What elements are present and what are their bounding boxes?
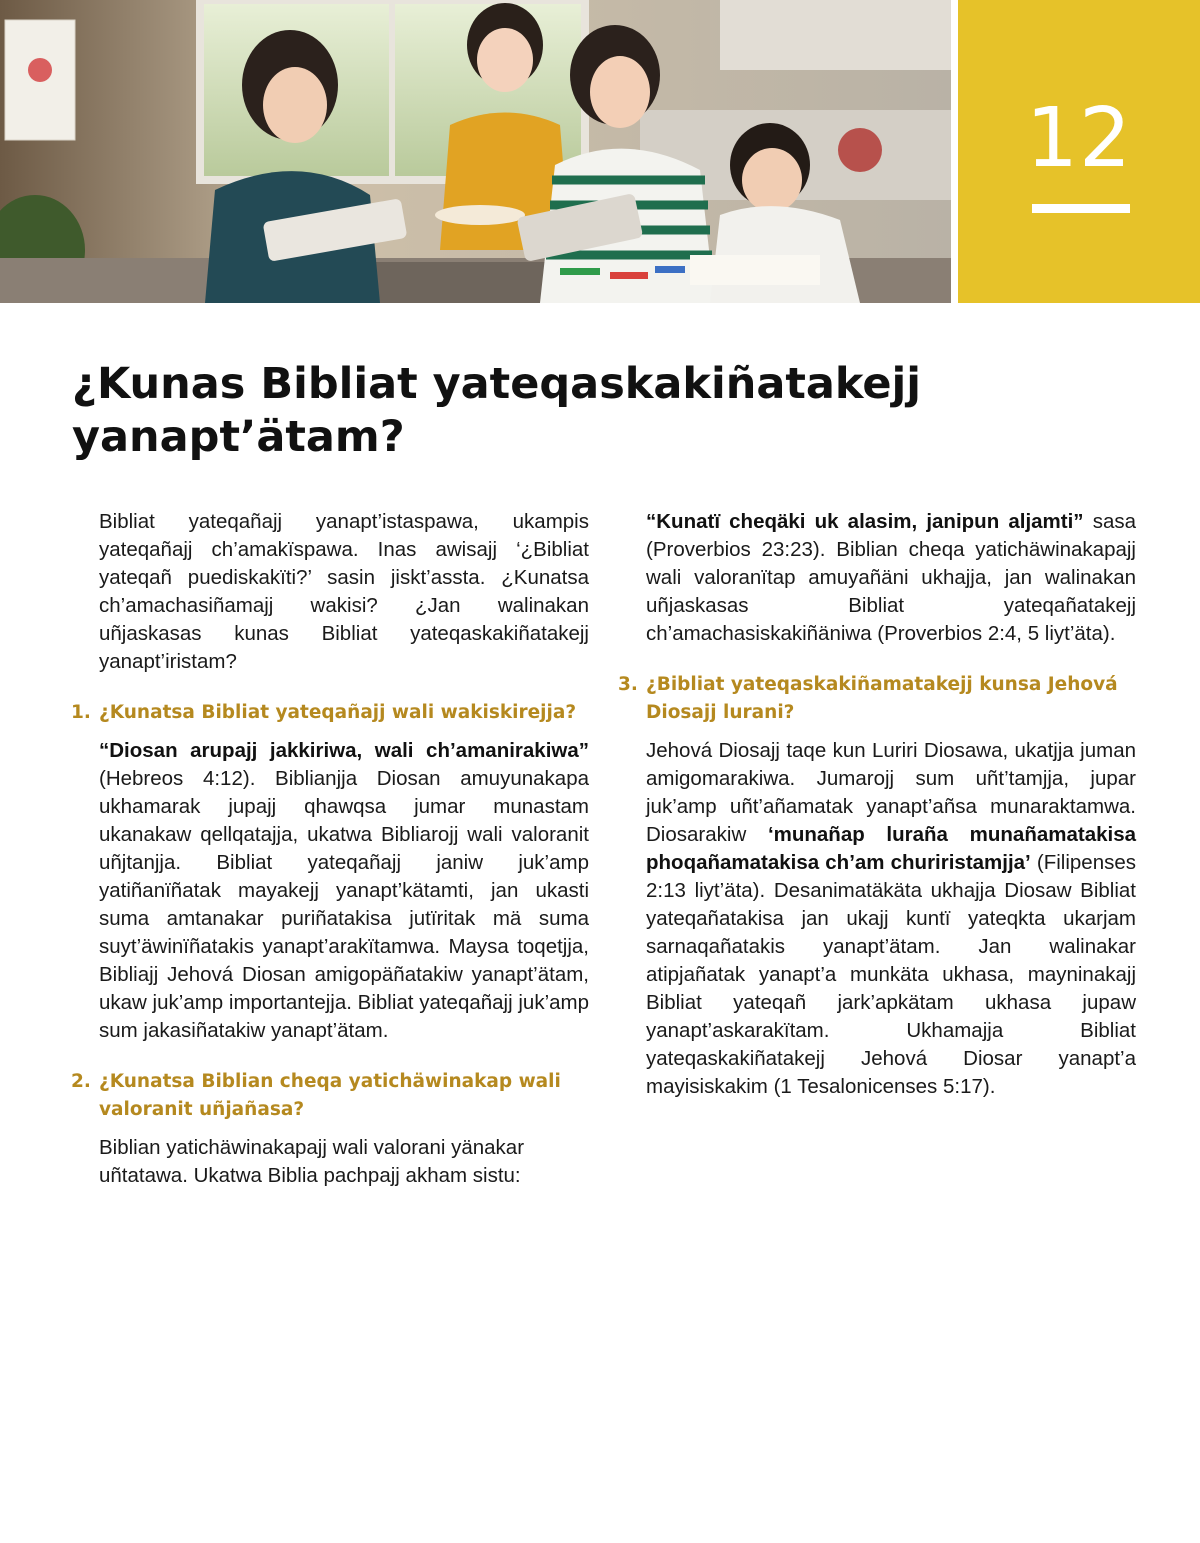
question-1-text: ¿Kunatsa Bibliat yateqañajj wali wakiskirejja? xyxy=(99,702,577,723)
right-column xyxy=(618,508,1136,1101)
question-3-text: ¿Bibliat yateqaskakiñamatakejj kunsa Jehová Diosajj lurani? xyxy=(646,674,1118,723)
intro-paragraph: Bibliat yateqañajj yanapt’istaspawa, ukampis yateqañajj ch’amakïspawa. Inas awisajj ‘¿Bibliat yateqañ puediskakïti?’ sasin jiskt’assta. ¿Kunatsa ch’amachasiñamajj wakisi? ¿Jan walinakan uñjaskasas kunas Bibliat yateqaskakiñatakejj yanapt’iristam? xyxy=(99,510,589,673)
header-photo xyxy=(0,0,951,303)
section-2-body: sasa (Proverbios 23:23). Biblian cheqa yatichäwinakapajj wali valoranïtap amuyañäni ukhajja, jan walinakan uñjaskasas Bibliat yateqañatakejj ch’amachasiskakiñäniwa (Proverbios 2:4, 5 liyt’äta). xyxy=(646,510,1136,645)
question-3-heading xyxy=(618,671,1136,727)
section-3-body-start: Jehová Diosajj taqe kun Luriri Diosawa, ukatjja juman amigomarakiwa. Jumarojj sum uñt’tamjja, jupar juk’amp uñt’añamatak yanapt’añsa munaraktamwa. Diosarakiw xyxy=(646,739,1136,846)
section-2-paragraph-end xyxy=(646,508,1136,648)
question-1-number: 1. xyxy=(71,702,91,723)
lesson-number-badge xyxy=(958,0,1200,303)
family-bible-study-illustration xyxy=(0,0,951,303)
section-2-quote: “Kunatï cheqäki uk alasim, janipun aljamti” xyxy=(646,510,1084,533)
section-2-paragraph-start: Biblian yatichäwinakapajj wali valorani yänakar uñtatawa. Ukatwa Biblia pachpajj akham sistu: xyxy=(99,1136,525,1187)
section-3-body-end: (Filipenses 2:13 liyt’äta). Desanimatäkäta ukhajja Diosaw Bibliat yateqañatakisa jan ukajj kuntï yateqkta ukarjam sarnaqañatakis yanapt’ätam. Jan walinakar atipjañatak yanapt’a munkäta ukhasa, mayninakajj Bibliat yateqañ jark’apkätam ukhasa jupaw yanapt’askarakïtam. Ukhamajja Bibliat yateqaskakiñatakejj Jehová Diosar yanapt’a mayisiskakim (1 Tesalonicenses 5:17). xyxy=(646,851,1136,1098)
lesson-number-underline xyxy=(1032,204,1130,213)
section-1-paragraph xyxy=(99,737,589,1045)
left-column xyxy=(71,508,589,1190)
question-2-number: 2. xyxy=(71,1071,91,1092)
section-1-quote: “Diosan arupajj jakkiriwa, wali ch’amanirakiwa” xyxy=(99,739,589,762)
lesson-number: 12 xyxy=(1025,91,1133,186)
question-2-heading xyxy=(71,1068,589,1124)
question-3-number: 3. xyxy=(618,674,638,695)
section-3-quote: ‘munañap luraña munañamatakisa phoqañamatakisa ch’am churiristamjja’ xyxy=(646,823,1136,874)
question-2-text: ¿Kunatsa Biblian cheqa yatichäwinakap wali valoranit uñjañasa? xyxy=(99,1071,561,1120)
section-3-paragraph xyxy=(646,737,1136,1101)
section-1-body: (Hebreos 4:12). Biblianjja Diosan amuyunakapa ukhamarak jupajj qhawqsa jumar munastam ukanakaw qellqatajja, ukatwa Bibliarojj wali valoranit uñjtanjja. Bibliat yateqañajj janiw juk’amp yatiñanïñatak mayakejj yanapt’kätamti, jan ukasti suma amtanakar puriñatakisa jutïritak mä suma suyt’äwinïñatakis yanapt’arakïtamwa. Maysa toqetjja, Bibliajj Jehová Diosan amigopäñatakiw yanapt’ätam, ukaw juk’amp importantejja. Bibliat yateqañajj juk’amp sum jakasiñatakiw yanapt’ätam. xyxy=(99,767,589,1042)
question-1-heading xyxy=(71,699,589,727)
page-title: ¿Kunas Bibliat yateqaskakiñatakejj yanapt’ätam? xyxy=(72,359,922,462)
